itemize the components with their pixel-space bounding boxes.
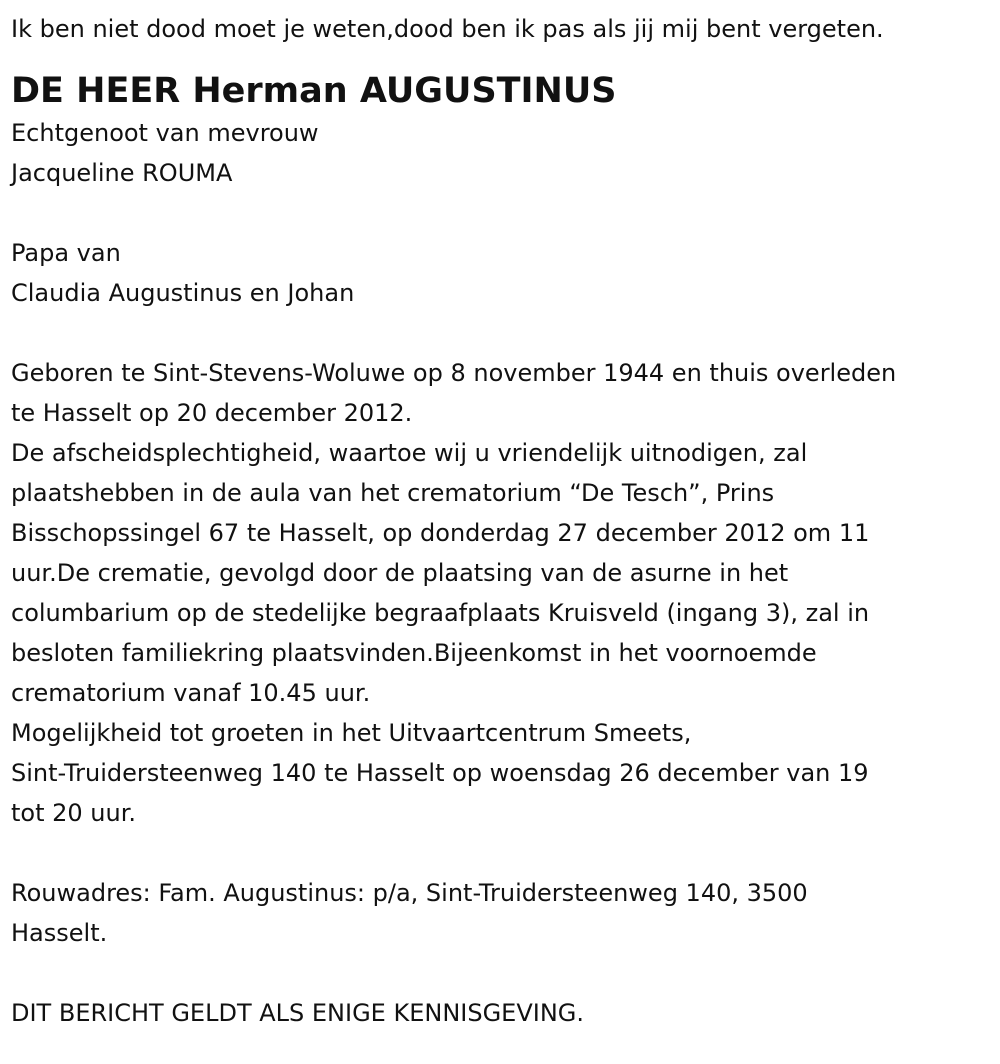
details-line: Sint-Truidersteenweg 140 te Hasselt op woensdag 26 december van 19 [11,759,869,787]
details-section [11,353,990,833]
children-section [11,233,990,313]
details-line: Geboren te Sint-Stevens-Woluwe op 8 november 1944 en thuis overleden [11,359,897,387]
address-line: Hasselt. [11,919,108,947]
spouse-label: Echtgenoot van mevrouw [11,119,319,147]
details-line: besloten familiekring plaatsvinden.Bijeenkomst in het voornoemde [11,639,817,667]
details-line: De afscheidsplechtigheid, waartoe wij u vriendelijk uitnodigen, zal [11,439,808,467]
details-line: columbarium op de stedelijke begraafplaats Kruisveld (ingang 3), zal in [11,599,870,627]
spacer [11,313,990,353]
details-line: uur.De crematie, gevolgd door de plaatsing van de asurne in het [11,559,789,587]
details-line: plaatshebben in de aula van het crematorium “De Tesch”, Prins [11,479,775,507]
children-label: Papa van [11,239,121,267]
motto-quote: Ik ben niet dood moet je weten,dood ben ik pas als jij mij bent vergeten. [11,15,884,43]
spacer [11,953,990,993]
address-section [11,873,990,953]
details-line: Bisschopssingel 67 te Hasselt, op donderdag 27 december 2012 om 11 [11,519,870,547]
spouse-section [11,113,990,193]
details-line: crematorium vanaf 10.45 uur. [11,679,371,707]
spouse-name: Jacqueline ROUMA [11,159,233,187]
deceased-name: DE HEER Herman AUGUSTINUS [11,71,617,111]
address-line: Rouwadres: Fam. Augustinus: p/a, Sint-Truidersteenweg 140, 3500 [11,879,808,907]
closing-statement: DIT BERICHT GELDT ALS ENIGE KENNISGEVING. [11,999,585,1027]
details-line: Mogelijkheid tot groeten in het Uitvaartcentrum Smeets, [11,719,692,747]
spacer [11,193,990,233]
details-line: te Hasselt op 20 december 2012. [11,399,413,427]
children-names: Claudia Augustinus en Johan [11,279,355,307]
closing-section [11,993,990,1033]
details-line: tot 20 uur. [11,799,137,827]
spacer [11,833,990,873]
